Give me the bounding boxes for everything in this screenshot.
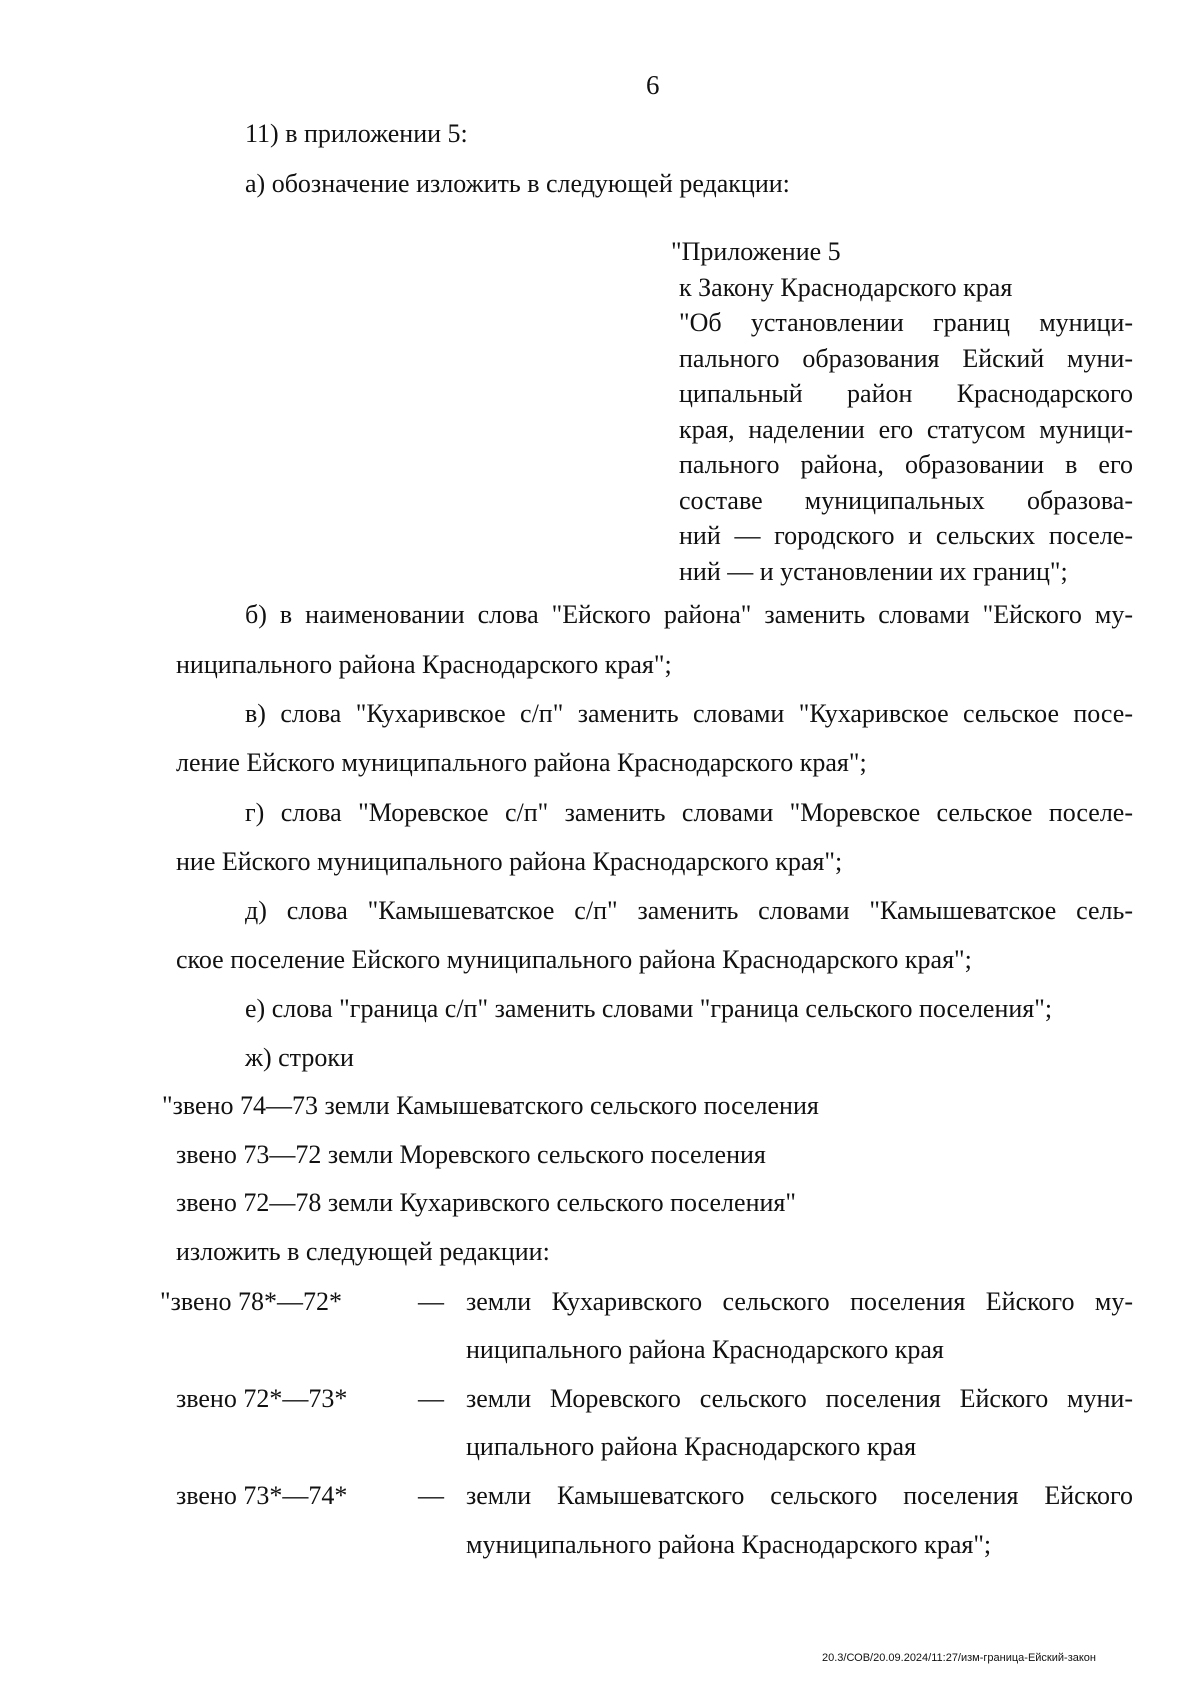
attachment-line: края, наделении его статусом муници-	[679, 414, 1133, 444]
attachment-line: ний — городского и сельских поселе-	[679, 521, 1133, 550]
new-row-dash: —	[418, 1287, 444, 1316]
attachment-line: составе муниципальных образова-	[679, 485, 1133, 515]
new-row-text: земли Моревского сельского поселения Ейского муни-	[466, 1384, 1133, 1413]
item-v-line-2: ление Ейского муниципального района Краснодарского края";	[176, 748, 867, 777]
item-11: 11) в приложении 5:	[245, 119, 468, 148]
attachment-line: ципальный район Краснодарского	[679, 379, 1133, 408]
item-e: е) слова "граница с/п" заменить словами "граница сельского поселения";	[245, 994, 1053, 1023]
new-row-link: звено 72*—73*	[176, 1384, 348, 1413]
page-number: 6	[646, 70, 660, 100]
attachment-line: "Приложение 5	[671, 237, 841, 266]
item-d-line-2: ское поселение Ейского муниципального района Краснодарского края";	[176, 945, 972, 974]
attachment-designation	[671, 234, 1133, 589]
item-d-line-1: д) слова "Камышеватское с/п" заменить словами "Камышеватское сель-	[245, 896, 1133, 925]
attachment-line: ний — и установлении их границ";	[679, 556, 1068, 586]
attachment-line: пального района, образовании в его	[679, 450, 1133, 479]
new-row-text: земли Камышеватского сельского поселения Ейского	[466, 1481, 1133, 1510]
item-b-line-1: б) в наименовании слова "Ейского района" заменить словами "Ейского му-	[245, 600, 1133, 629]
attachment-line: пального образования Ейский муни-	[679, 343, 1133, 373]
item-a: а) обозначение изложить в следующей редакции:	[245, 169, 790, 198]
footer-code: 20.3/СОВ/20.09.2024/11:27/изм-граница-Ейский-закон	[822, 1652, 1096, 1664]
new-row-text: муниципального района Краснодарского края";	[466, 1530, 992, 1559]
item-zh: ж) строки	[245, 1043, 354, 1072]
item-b-line-2: ниципального района Краснодарского края";	[176, 650, 672, 679]
item-g-line-1: г) слова "Моревское с/п" заменить словами "Моревское сельское поселе-	[245, 798, 1133, 827]
new-row-link: "звено 78*—72*	[160, 1287, 342, 1316]
new-row-text: ципального района Краснодарского края	[466, 1432, 917, 1461]
attachment-line: к Закону Краснодарского края	[679, 272, 1013, 302]
item-v-line-1: в) слова "Кухаривское с/п" заменить словами "Кухаривское сельское посе-	[245, 699, 1133, 728]
new-edition-label: изложить в следующей редакции:	[176, 1237, 550, 1266]
old-line: звено 72—78 земли Кухаривского сельского поселения"	[176, 1188, 796, 1217]
new-row-text: ниципального района Краснодарского края	[466, 1335, 944, 1364]
new-row-link: звено 73*—74*	[176, 1481, 348, 1510]
attachment-line: "Об установлении границ муници-	[679, 308, 1133, 337]
new-row-text: земли Кухаривского сельского поселения Ейского му-	[466, 1287, 1133, 1316]
new-row-dash: —	[418, 1481, 444, 1510]
old-line: "звено 74—73 земли Камышеватского сельского поселения	[162, 1091, 819, 1120]
item-g-line-2: ние Ейского муниципального района Краснодарского края";	[176, 847, 843, 876]
new-row-dash: —	[418, 1384, 444, 1413]
old-line: звено 73—72 земли Моревского сельского поселения	[176, 1140, 766, 1169]
